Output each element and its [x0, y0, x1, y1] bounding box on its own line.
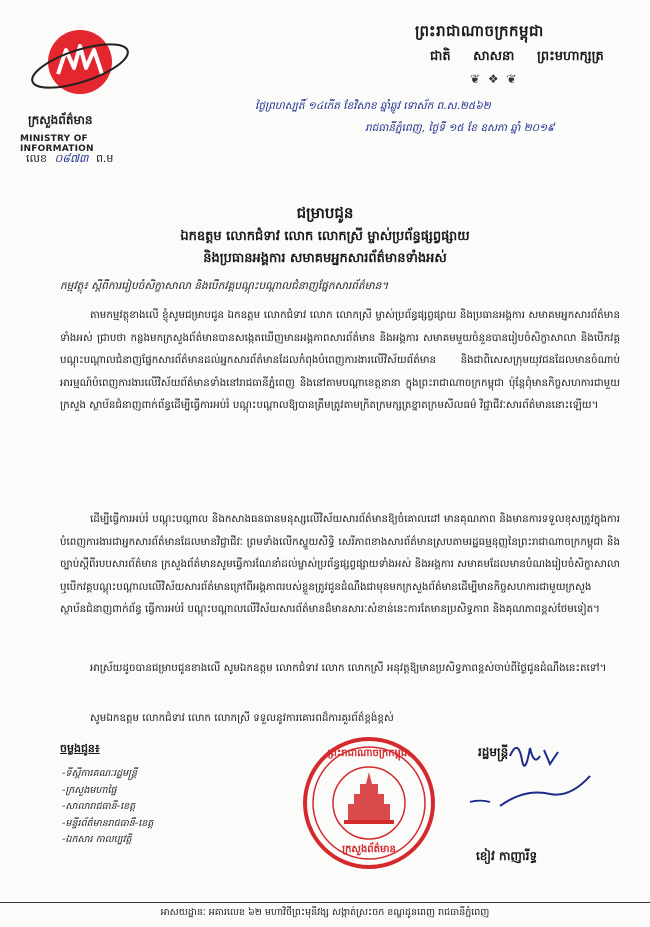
cc-item: -ក្រសួងមហាផ្ទៃ — [62, 784, 117, 796]
reference-number — [26, 152, 113, 168]
date-lunar: ថ្ងៃព្រហស្បតិ៍ ១៤កើត ខែវិសាខ ឆ្នាំឆ្លូវ ទោស័ក ព.ស.២៥៦២ — [255, 100, 491, 112]
footer-divider — [0, 902, 650, 903]
cc-item: -ឯកសារ កាលប្បវត្តិ — [62, 834, 132, 845]
ref-label: លេខ — [26, 152, 47, 165]
kingdom-title: ព្រះរាជាណាចក្រកម្ពុជា — [415, 22, 544, 40]
footer-address: អាសយដ្ឋានៈ អគារលេខ ៦២ មហាវិថីព្រះមុនីវង្ស សង្កាត់ស្រះចក ខណ្ឌដូនពេញ រាជធានីភ្នំពេញ — [160, 907, 490, 918]
cc-list — [62, 766, 153, 849]
ref-number: ០៨៧៣ — [54, 152, 89, 165]
cc-item: -ទីស្ដីការគណៈរដ្ឋមន្ត្រី — [62, 768, 138, 779]
subject-line: កម្មវត្ថុ៖ ស្ដីពីការរៀបចំសិក្ខាសាលា និងបើកវគ្គបណ្ដុះបណ្ដាលជំនាញផ្នែកសារព័ត៌មាន។ — [60, 280, 389, 292]
ref-suffix: ព.ម — [95, 152, 114, 165]
paragraph-2: ដើម្បីធ្វើការអប់រំ បណ្ដុះបណ្ដាល និងកសាងធនធានមនុស្សលើវិស័យសារព័ត៌មានឱ្យចំគោលដៅ មានគុណភាព និងមានការទទួលខុសត្រូវក្នុងការបំពេញការងារជាអ្នកសារព័ត៌មានដែលមានវិជ្ជាជីវៈ ព្រមទាំងលើកស្ទួយសិទ្ធិ សេរីភាពខាងសារព័ត៌មានស្របតាមរដ្ឋធម្មនុញ្ញនៃព្រះរាជាណាចក្រកម្ពុជា និងច្បាប់ស្ដីពីរបបសារព័ត៌មាន ក្រសួងព័ត៌មានសូមធ្វើការណែនាំដល់ម្ចាស់ប្រព័ន្ធផ្សព្វផ្សាយទាំងអស់ និងអង្គការ សមាគមដែលមានបំណងរៀបចំសិក្ខាសាលា ឬបើកវគ្គបណ្ដុះបណ្ដាលលើវិស័យសារព័ត៌មានក្រៅពីអង្គភាពរបស់ខ្លួនត្រូវជូនដំណឹងជាមុនមកក្រសួងព័ត៌មានដើម្បីមានកិច្ចសហការជាមួយក្រសួង ស្ថាប័នជំនាញពាក់ព័ន្ធ ធ្វើការអប់រំ បណ្ដុះបណ្ដាលលើវិស័យសារព័ត៌មានដ៏មានសារៈសំខាន់នេះការតែមានប្រសិទ្ធភាព និងគុណភាពខ្ពស់ថែមទៀត។ — [60, 513, 620, 615]
ornament: ❦ ❖ ❦ — [470, 72, 519, 86]
seal-text-top: ព្រះរាជាណាចក្រកម្ពុជា — [327, 748, 411, 759]
cc-item: -មន្ទីរព័ត៌មានរាជធានី-ខេត្ត — [62, 817, 154, 829]
ministry-logo — [28, 20, 133, 115]
paragraph-1: តាមកម្មវត្ថុខាងលើ ខ្ញុំសូមជម្រាបជូន ឯកឧត្តម លោកជំទាវ លោក លោកស្រី ម្ចាស់ប្រព័ន្ធផ្សព្វផ្សាយ និងប្រធានអង្គការ សមាគមអ្នកសារព័ត៌មានទាំងអស់ ជ្រាបថា កន្លងមកក្រសួងព័ត៌មានបានសង្កេតឃើញមានអង្គភាពសារព័ត៌មាន និងអង្គការ សមាគមមួយចំនួនបានរៀបចំសិក្ខាសាលា និងបើកវគ្គបណ្ដុះបណ្ដាលជំនាញផ្នែកសារព័ត៌មានដល់អ្នកសារព័ត៌មានដែលកំពុងបំពេញការងារលើវិស័យព័ត៌មាន និងជាពិសេសក្រុមយុវជនដែលមានចំណាប់អារម្មណ៍បំពេញការងារលើវិស័យព័ត៌មានទាំងនៅរាជធានីភ្នំពេញ និងនៅតាមបណ្ដាខេត្តនានា ក្នុងព្រះរាជាណាចក្រកម្ពុជា ប៉ុន្តែពុំមានកិច្ចសហការជាមួយក្រសួង ស្ថាប័នជំនាញពាក់ព័ន្ធដើម្បីធ្វើការអប់រំ បណ្ដុះបណ្ដាលឱ្យបានត្រឹមត្រូវតាមក្រិតក្រមក្សត្រខ្នាតក្រមសីលធម៌ វិជ្ជាជីវៈសារព័ត៌មាននោះឡើយ។ — [60, 309, 620, 411]
cc-title: ចម្លងជូន៖ — [60, 742, 100, 755]
paragraph-3: អាស្រ័យដូចបានជម្រាបជូនខាងលើ សូមឯកឧត្តម លោកជំទាវ លោក លោកស្រី អនុវត្តឱ្យមានប្រសិទ្ធភាពខ្ពស់ចាប់ពីថ្ងៃជូនដំណឹងនេះតទៅ។ — [90, 662, 607, 674]
paragraph-4: សូមឯកឧត្តម លោកជំទាវ លោក លោកស្រី ទទួលនូវការគោរពដ៏ការគួរព័ត៌ខ្ពង់ខ្ពស់ — [90, 712, 394, 724]
minister-name: ខៀវ កាញារីទ្ធ — [476, 849, 538, 863]
heading-recipients-2: និងប្រធានអង្គការ សមាគមអ្នកសារព័ត៌មានទាំងអស់ — [203, 251, 447, 266]
minister-title: រដ្ឋមន្ត្រី — [478, 745, 509, 759]
heading-main: ជម្រាបជូន — [296, 204, 354, 222]
heading-recipients-1: ឯកឧត្តម លោកជំទាវ លោក លោកស្រី ម្ចាស់ប្រព័ន្ធផ្សព្វផ្សាយ — [180, 229, 470, 244]
ministry-name-kh: ក្រសួងព័ត៌មាន — [28, 113, 93, 127]
national-motto: ជាតិ សាសនា ព្រះមហាក្សត្រ — [430, 49, 604, 64]
date-solar: រាជធានីភ្នំពេញ, ថ្ងៃទី ១៥ ខែ ឧសភា ឆ្នាំ ២០១៩ — [365, 122, 555, 134]
ministry-name-en: MINISTRY OF INFORMATION — [20, 134, 94, 154]
seal-text-bottom: ក្រសួងព័ត៌មាន — [342, 844, 396, 855]
handwritten-signature — [470, 736, 570, 806]
cc-item: -សាលារាជធានី-ខេត្ត — [62, 801, 136, 812]
